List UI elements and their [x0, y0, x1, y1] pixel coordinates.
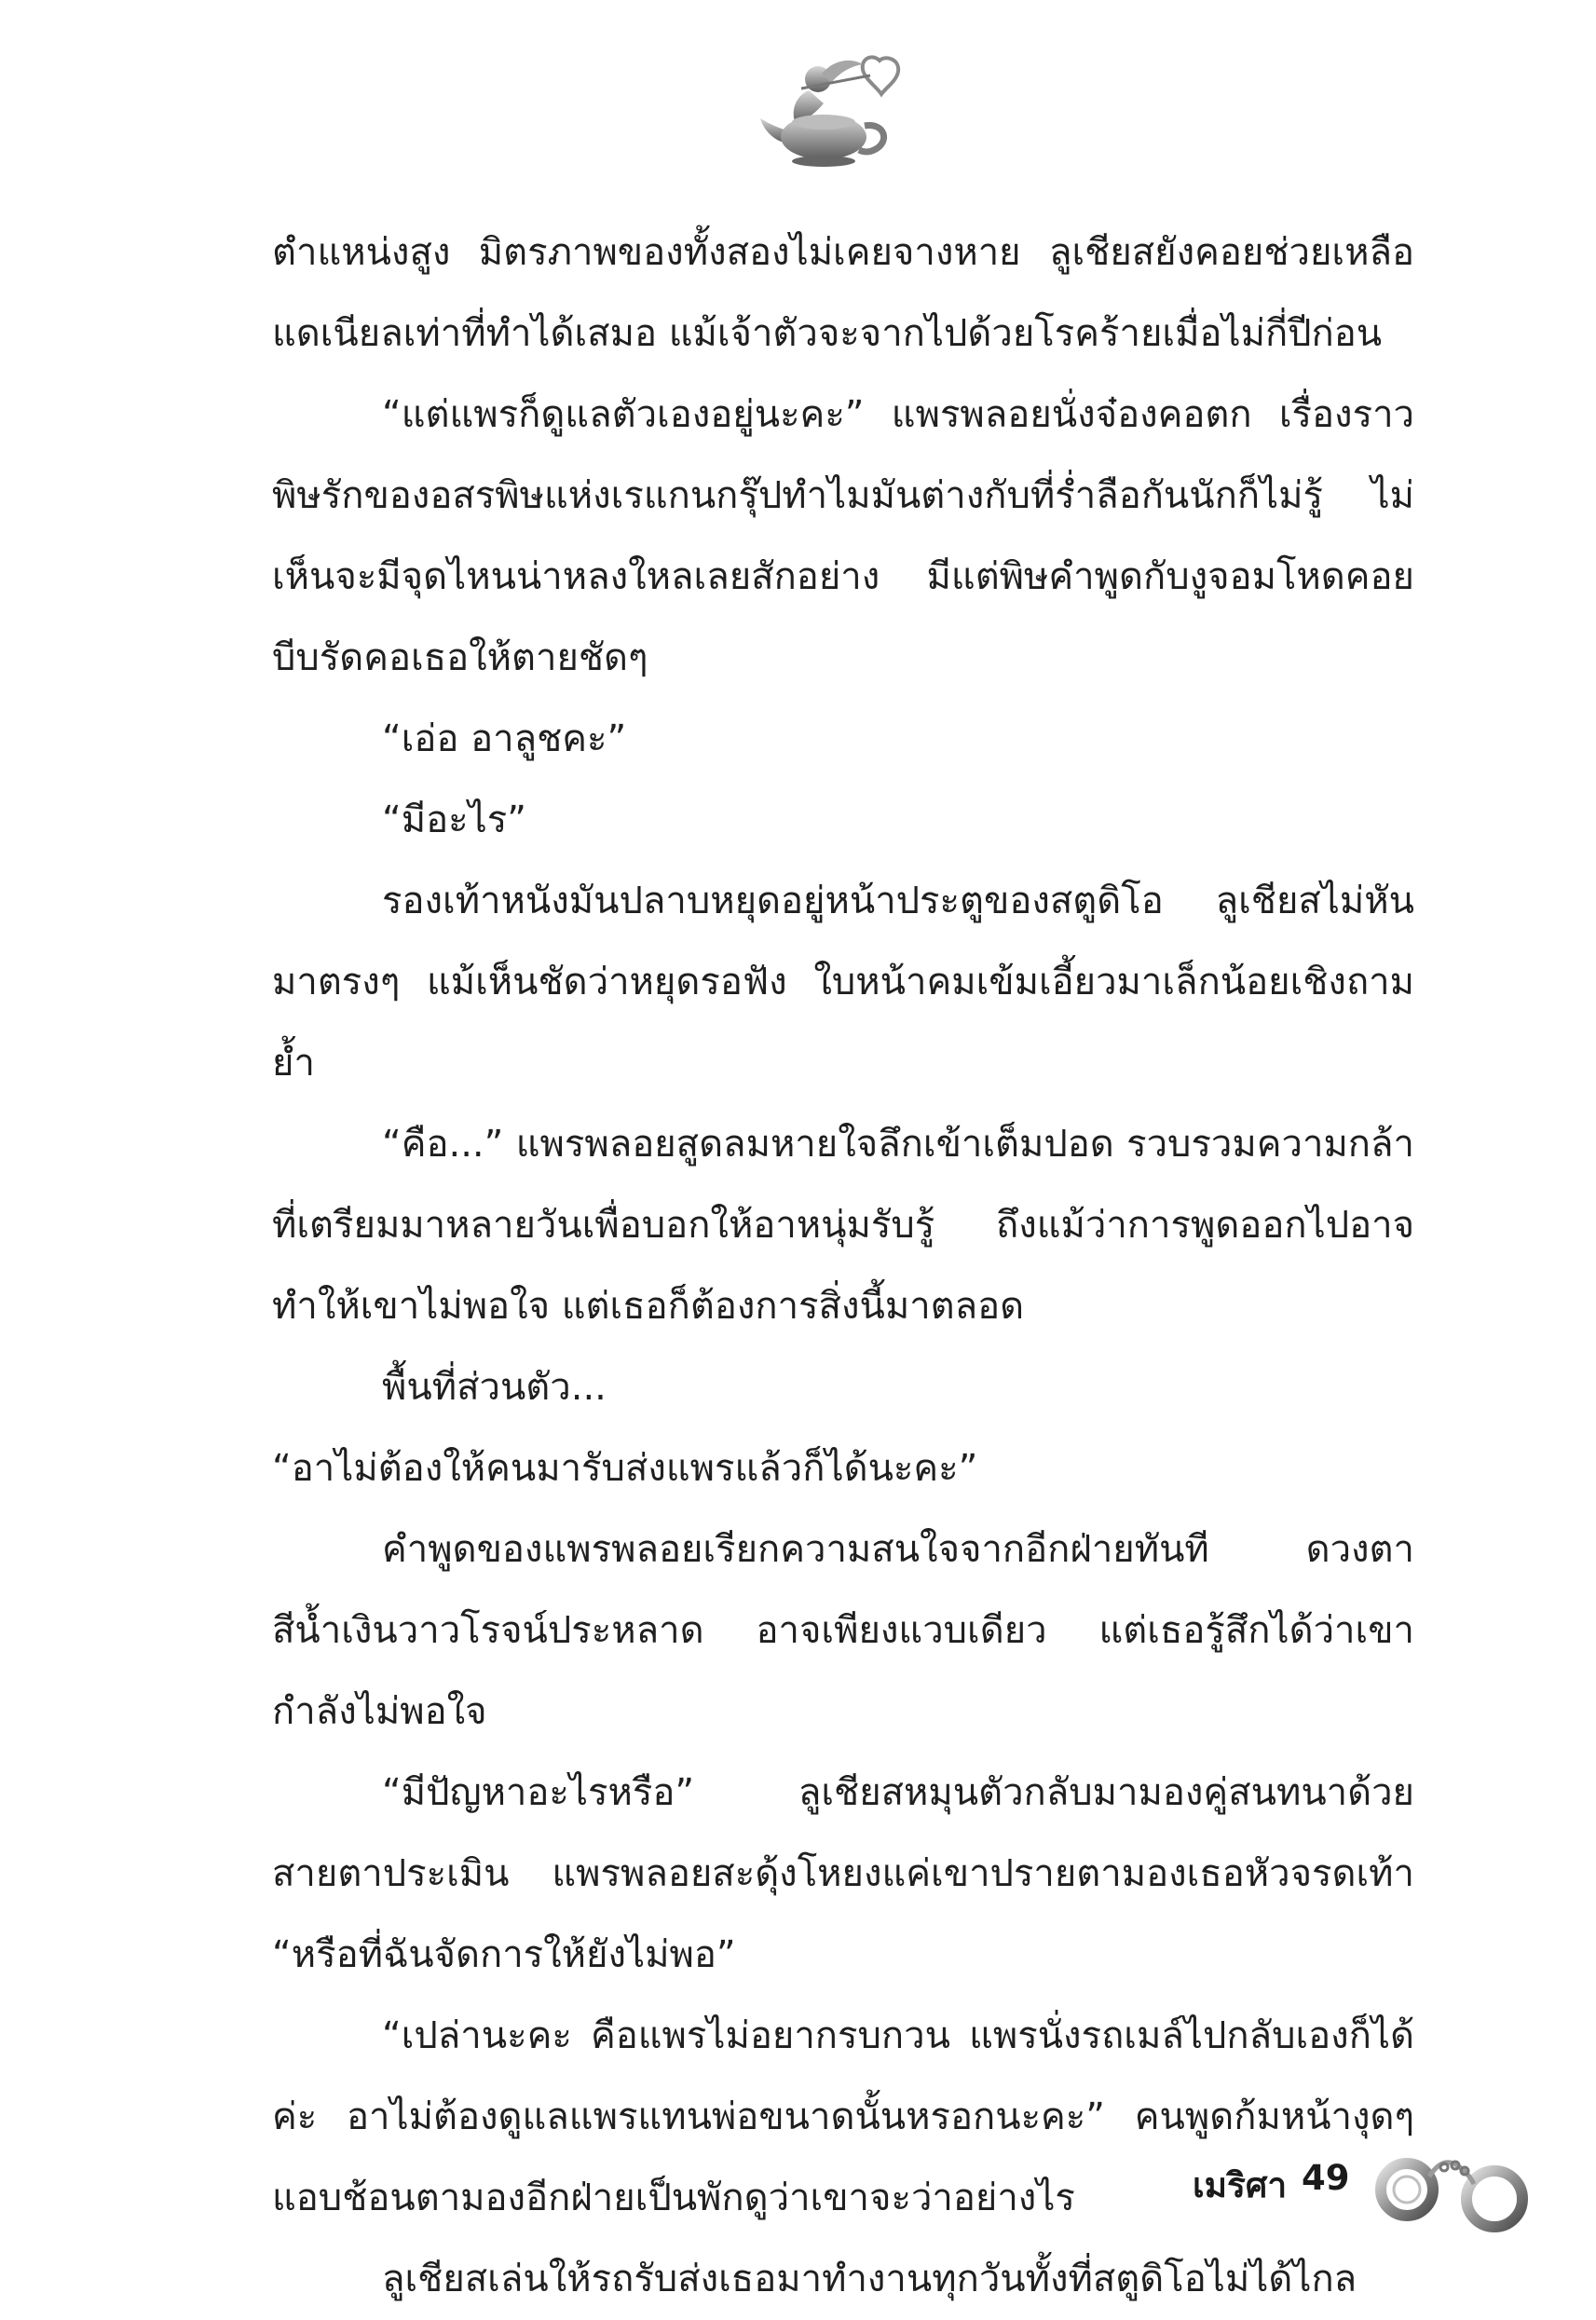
teapot-cupid-ornament-icon [757, 51, 906, 177]
body-text [272, 212, 1414, 2320]
paragraph: คำพูดของแพรพลอยเรียกความสนใจจากอีกฝ่ายทันที ดวงตาสีน้ำเงินวาวโรจน์ประหลาด อาจเพียงแวบเดียว แต่เธอรู้สึกได้ว่าเขากำลังไม่พอใจ [272, 1528, 1414, 1733]
running-head: เมริศา [1193, 2165, 1288, 2205]
paragraph: “คือ...” แพรพลอยสูดลมหายใจลึกเข้าเต็มปอด รวบรวมความกล้าที่เตรียมมาหลายวันเพื่อบอกให้อาหนุ่มรับรู้ ถึงแม้ว่าการพูดออกไปอาจทำให้เขาไม่พอใจ แต่เธอก็ต้องการสิ่งนี้มาตลอด [272, 1123, 1414, 1328]
paragraph: ลูเชียสเล่นให้รถรับส่งเธอมาทำงานทุกวันทั้งที่สตูดิโอไม่ได้ไกล [382, 2258, 1357, 2300]
page-number: 49 [1302, 2158, 1350, 2198]
paragraph: “เปล่านะคะ คือแพรไม่อยากรบกวน แพรนั่งรถเมล์ไปกลับเองก็ได้ค่ะ อาไม่ต้องดูแลแพรแทนพ่อขนาดนั้นหรอกนะคะ” คนพูดก้มหน้างุดๆ แอบช้อนตามองอีกฝ่ายเป็นพักดูว่าเขาจะว่าอย่างไร [272, 2014, 1414, 2219]
page-footer [1155, 2141, 1565, 2216]
paragraph: ตำแหน่งสูง มิตรภาพของทั้งสองไม่เคยจางหาย ลูเชียสยังคอยช่วยเหลือแดเนียลเท่าที่ทำได้เสมอ แม้เจ้าตัวจะจากไปด้วยโรคร้ายเมื่อไม่กี่ปีก่อน [272, 231, 1414, 355]
paragraph: “เอ่อ อาลูชคะ” [382, 717, 627, 760]
paragraph: “มีอะไร” [382, 798, 526, 841]
paragraph: “แต่แพรก็ดูแลตัวเองอยู่นะคะ” แพรพลอยนั่งจ๋องคอตก เรื่องราวพิษรักของอสรพิษแห่งเรแกนกรุ๊ปทำไมมันต่างกับที่ร่ำลือกันนักก็ไม่รู้ ไม่เห็นจะมีจุดไหนน่าหลงใหลเลยสักอย่าง มีแต่พิษคำพูดกับงูจอมโหดคอยบีบรัดคอเธอให้ตายชัดๆ [272, 393, 1414, 679]
paragraph: รองเท้าหนังมันปลาบหยุดอยู่หน้าประตูของสตูดิโอ ลูเชียสไม่หันมาตรงๆ แม้เห็นชัดว่าหยุดรอฟัง ใบหน้าคมเข้มเอี้ยวมาเล็กน้อยเชิงถามย้ำ [272, 880, 1414, 1085]
paragraph: “อาไม่ต้องให้คนมารับส่งแพรแล้วก็ได้นะคะ” [272, 1447, 978, 1490]
paragraph: “มีปัญหาอะไรหรือ” ลูเชียสหมุนตัวกลับมามองคู่สนทนาด้วยสายตาประเมิน แพรพลอยสะดุ้งโหยงแค่เขาปรายตามองเธอหัวจรดเท้า “หรือที่ฉันจัดการให้ยังไม่พอ” [272, 1771, 1414, 1976]
handcuffs-icon [1371, 2141, 1539, 2244]
paragraph: พื้นที่ส่วนตัว... [382, 1366, 607, 1409]
